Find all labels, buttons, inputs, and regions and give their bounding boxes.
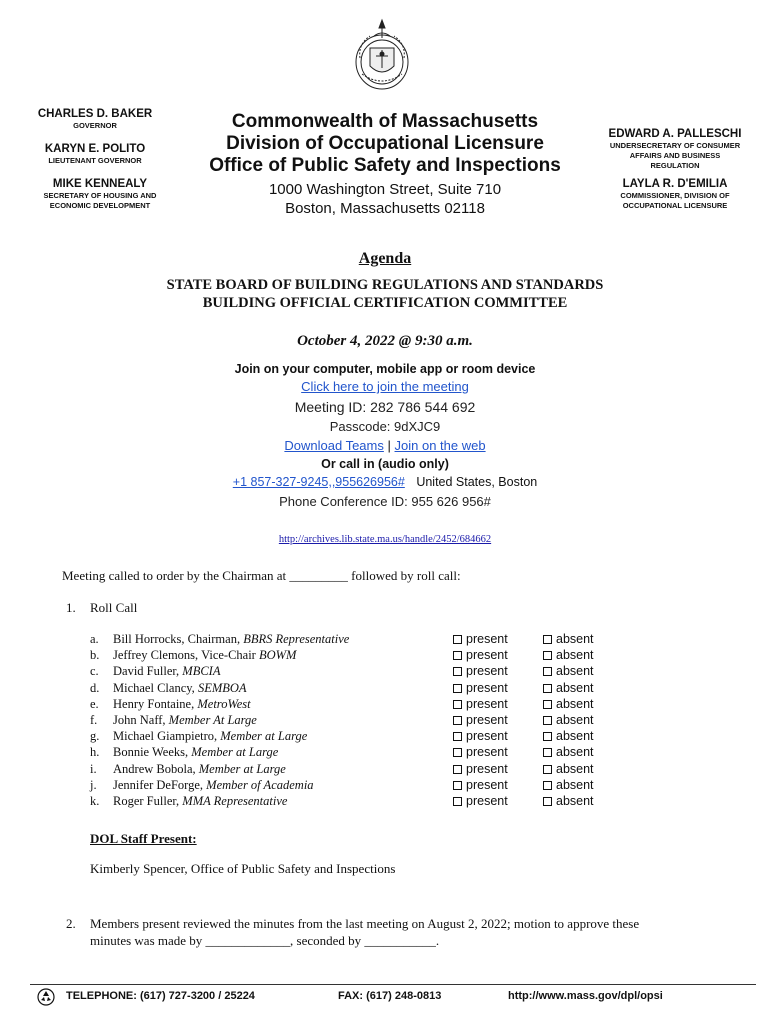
meeting-id: Meeting ID: 282 786 544 692: [294, 399, 476, 415]
agency-line1: Commonwealth of Massachusetts: [231, 111, 539, 132]
member-role: Member at Large: [220, 729, 308, 744]
conference-id: Phone Conference ID: 955 626 956#: [279, 494, 491, 509]
checkbox-icon: [453, 748, 462, 757]
join-link-row: [0, 379, 770, 394]
checkbox-icon: [453, 635, 462, 644]
present-label: present: [466, 729, 508, 744]
call-in-heading: Or call in (audio only): [321, 457, 449, 471]
present-checkbox[interactable]: [453, 648, 508, 662]
member-letter: j.: [90, 777, 97, 792]
phone-location: United States, Boston: [416, 475, 538, 489]
member-role: Member At Large: [168, 713, 257, 727]
lt-governor-block: [10, 143, 180, 165]
roll-call-member: [90, 664, 220, 679]
absent-label: absent: [556, 777, 594, 792]
checkbox-icon: [453, 716, 462, 725]
lt-governor-title: LIEUTENANT GOVERNOR: [48, 156, 142, 165]
item1-number: 1.: [66, 600, 76, 615]
present-checkbox[interactable]: [453, 794, 508, 808]
member-letter: i.: [90, 761, 97, 776]
absent-label: absent: [556, 680, 594, 695]
member-letter: g.: [90, 729, 100, 744]
agency-line2: Division of Occupational Licensure: [226, 133, 544, 154]
agency-line3: Office of Public Safety and Inspections: [209, 155, 561, 176]
checkbox-icon: [543, 765, 552, 774]
member-role: BOWM: [258, 648, 297, 663]
join-web-link[interactable]: Join on the web: [394, 438, 486, 453]
checkbox-icon: [453, 781, 462, 790]
absent-label: absent: [556, 632, 594, 646]
undersecretary-name: EDWARD A. PALLESCHI: [608, 128, 742, 140]
roll-call-member: [90, 632, 349, 647]
checkbox-icon: [543, 748, 552, 757]
member-name: Roger Fuller,: [113, 794, 183, 808]
secretary-block: [15, 178, 185, 210]
meeting-date: October 4, 2022 @ 9:30 a.m.: [297, 333, 473, 349]
footer-divider: [30, 984, 756, 985]
checkbox-icon: [543, 797, 552, 806]
member-role: Member at Large: [198, 761, 286, 776]
archive-row: [0, 529, 770, 547]
member-name: Henry Fontaine,: [113, 696, 198, 711]
absent-label: absent: [556, 745, 594, 760]
present-label: present: [466, 632, 508, 646]
member-name: Bill Horrocks, Chairman,: [113, 632, 244, 646]
member-letter: f.: [90, 713, 98, 727]
phone-link[interactable]: +1 857-327-9245,,955626956#: [232, 475, 405, 489]
footer-fax: FAX: (617) 248-0813: [338, 990, 442, 1002]
member-letter: a.: [90, 632, 99, 646]
teams-links-row: [0, 438, 770, 453]
undersecretary-title-line1: UNDERSECRETARY OF CONSUMER: [609, 141, 741, 150]
absent-label: absent: [556, 664, 594, 679]
present-checkbox[interactable]: [453, 778, 508, 792]
item2-number: 2.: [66, 916, 76, 931]
secretary-name: MIKE KENNEALY: [52, 178, 148, 190]
roll-call-member: [90, 681, 247, 696]
roll-call-member: [90, 745, 278, 760]
absent-label: absent: [556, 729, 594, 744]
present-label: present: [466, 745, 508, 760]
checkbox-icon: [543, 667, 552, 676]
present-checkbox[interactable]: [453, 745, 508, 759]
member-role: MBCIA: [182, 664, 221, 679]
passcode: Passcode: 9dXJC9: [329, 419, 441, 434]
absent-checkbox[interactable]: [543, 762, 594, 776]
undersecretary-title-line2: AFFAIRS AND BUSINESS: [629, 151, 721, 160]
member-role: Member of Academia: [206, 777, 314, 792]
committee-name: BUILDING OFFICIAL CERTIFICATION COMMITTEE: [202, 295, 568, 311]
member-letter: c.: [90, 664, 99, 679]
checkbox-icon: [453, 765, 462, 774]
present-checkbox[interactable]: [453, 697, 508, 711]
checkbox-icon: [453, 684, 462, 693]
item2-line2: minutes was made by _____________, seconded by ___________.: [90, 933, 440, 948]
member-name: Jennifer DeForge,: [113, 777, 207, 792]
checkbox-icon: [453, 651, 462, 660]
checkbox-icon: [543, 651, 552, 660]
roll-call-member: [90, 729, 307, 744]
checkbox-icon: [453, 667, 462, 676]
member-letter: b.: [90, 648, 100, 663]
checkbox-icon: [543, 781, 552, 790]
checkbox-icon: [453, 732, 462, 741]
commissioner-block: [590, 178, 760, 210]
absent-checkbox[interactable]: [543, 794, 594, 808]
member-letter: h.: [90, 745, 100, 760]
massachusetts-seal-icon: [352, 18, 412, 92]
member-letter: e.: [90, 696, 99, 711]
present-checkbox[interactable]: [453, 632, 508, 646]
present-checkbox[interactable]: [453, 664, 508, 678]
member-role: BBRS Representative: [243, 632, 350, 646]
present-checkbox[interactable]: [453, 713, 508, 727]
absent-checkbox[interactable]: [543, 664, 594, 678]
phone-row: [0, 475, 770, 489]
present-checkbox[interactable]: [453, 762, 508, 776]
item1-label: Roll Call: [90, 600, 138, 615]
link-separator: |: [387, 438, 391, 453]
staff-member: Kimberly Spencer, Office of Public Safety and Inspections: [90, 861, 396, 876]
roll-call-member: [90, 778, 314, 793]
present-label: present: [466, 664, 508, 679]
checkbox-icon: [543, 732, 552, 741]
download-teams-link[interactable]: Download Teams: [284, 438, 384, 453]
member-name: Michael Giampietro,: [113, 729, 221, 744]
roll-call-member: [90, 697, 251, 712]
commissioner-title-line2: OCCUPATIONAL LICENSURE: [622, 201, 728, 210]
member-letter: d.: [90, 680, 100, 695]
member-role: SEMBOA: [197, 680, 247, 695]
member-role: MetroWest: [197, 696, 251, 711]
roll-call-member: [90, 713, 257, 728]
member-name: Bonnie Weeks,: [113, 745, 192, 760]
absent-label: absent: [556, 648, 594, 663]
absent-label: absent: [556, 761, 594, 776]
footer-url[interactable]: http://www.mass.gov/dpl/opsi: [508, 990, 663, 1002]
roll-call-member: [90, 794, 287, 809]
governor-block: [10, 108, 180, 130]
present-checkbox[interactable]: [453, 681, 508, 695]
lt-governor-name: KARYN E. POLITO: [44, 143, 146, 155]
address-line2: Boston, Massachusetts 02118: [285, 200, 485, 217]
governor-title: GOVERNOR: [73, 121, 117, 130]
member-name: Jeffrey Clemons, Vice-Chair: [113, 648, 259, 663]
present-label: present: [466, 761, 508, 776]
board-name: STATE BOARD OF BUILDING REGULATIONS AND STANDARDS: [166, 277, 604, 293]
secretary-title-line2: ECONOMIC DEVELOPMENT: [49, 201, 151, 210]
member-role: MMA Representative: [182, 794, 288, 808]
item2-line1: Members present reviewed the minutes from the last meeting on August 2, 2022; motion to approve these: [90, 916, 640, 931]
governor-name: CHARLES D. BAKER: [37, 108, 153, 120]
absent-label: absent: [556, 696, 594, 711]
footer-telephone: TELEPHONE: (617) 727-3200 / 25224: [66, 990, 255, 1002]
absent-checkbox[interactable]: [543, 648, 594, 662]
recycle-icon: [37, 988, 55, 1006]
join-heading: Join on your computer, mobile app or room device: [234, 362, 536, 376]
secretary-title-line1: SECRETARY OF HOUSING AND: [43, 191, 157, 200]
agency-header: [200, 111, 570, 218]
checkbox-icon: [453, 700, 462, 709]
member-name: Andrew Bobola,: [113, 761, 199, 776]
call-to-order: Meeting called to order by the Chairman at _________ followed by roll call:: [62, 568, 461, 583]
checkbox-icon: [453, 797, 462, 806]
absent-checkbox[interactable]: [543, 713, 594, 727]
commissioner-title-line1: COMMISSIONER, DIVISION OF: [620, 191, 730, 200]
roll-call-member: [90, 762, 286, 777]
member-name: Michael Clancy,: [113, 680, 198, 695]
checkbox-icon: [543, 635, 552, 644]
commissioner-name: LAYLA R. D'EMILIA: [622, 178, 728, 190]
absent-checkbox[interactable]: [543, 729, 594, 743]
present-label: present: [466, 794, 508, 808]
present-label: present: [466, 777, 508, 792]
join-meeting-link[interactable]: Click here to join the meeting: [301, 379, 469, 394]
archive-link[interactable]: http://archives.lib.state.ma.us/handle/2452/684662: [278, 534, 492, 545]
absent-label: absent: [556, 713, 594, 727]
roll-call-member: [90, 648, 296, 663]
member-name: David Fuller,: [113, 664, 183, 679]
absent-label: absent: [556, 794, 594, 808]
checkbox-icon: [543, 700, 552, 709]
absent-checkbox[interactable]: [543, 681, 594, 695]
checkbox-icon: [543, 684, 552, 693]
absent-checkbox[interactable]: [543, 778, 594, 792]
present-label: present: [466, 680, 508, 695]
member-name: John Naff,: [113, 713, 169, 727]
address-line1: 1000 Washington Street, Suite 710: [268, 181, 502, 198]
checkbox-icon: [543, 716, 552, 725]
present-label: present: [466, 648, 508, 663]
member-letter: k.: [90, 794, 100, 808]
absent-checkbox[interactable]: [543, 697, 594, 711]
agenda-title: Agenda: [358, 250, 412, 267]
undersecretary-block: [590, 128, 760, 170]
member-role: Member at Large: [191, 745, 279, 760]
undersecretary-title-line3: REGULATION: [650, 161, 700, 170]
staff-heading: DOL Staff Present:: [90, 831, 197, 846]
present-label: present: [466, 713, 508, 727]
present-checkbox[interactable]: [453, 729, 508, 743]
absent-checkbox[interactable]: [543, 745, 594, 759]
absent-checkbox[interactable]: [543, 632, 594, 646]
present-label: present: [466, 696, 508, 711]
